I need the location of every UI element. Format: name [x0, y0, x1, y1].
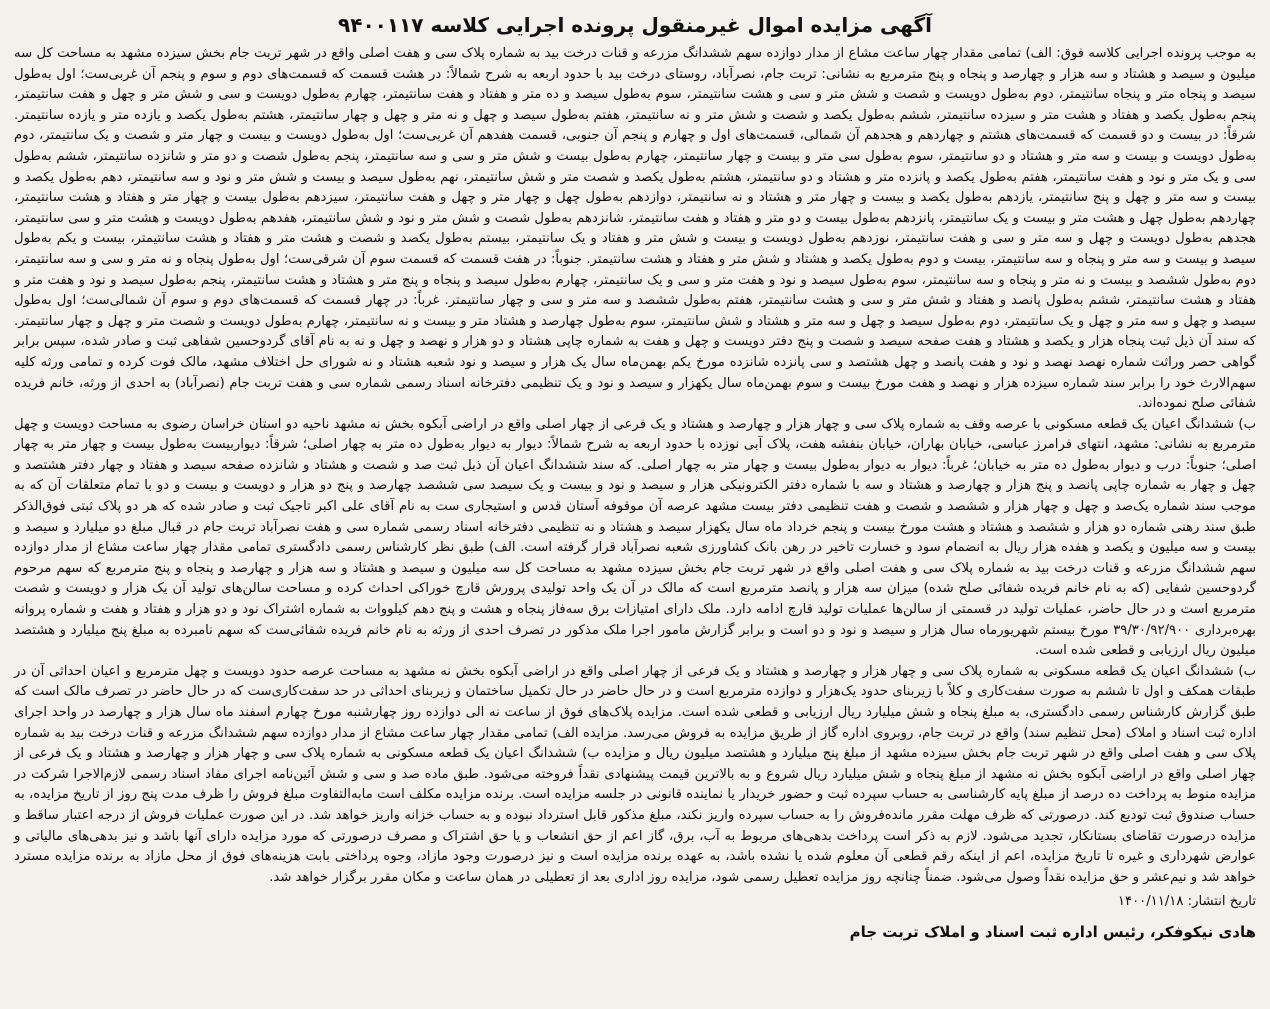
notice-title: آگهی مزایده اموال غیرمنقول پرونده اجرایی کلاسه ۹۴۰۰۱۱۷ [338, 13, 932, 37]
notice-paragraph-be: ب) ششدانگ اعیان یک قطعه مسکونی با عرصه وقف به شماره پلاک سی و چهار هزار و چهارصد و هشتاد و یک فرعی از چهار اصلی واقع در اراضی آبکوه بخش نه مشهد ناحیه دو استان خراسان رضوی به مساحت دویست و چهل مترمربع به نشانی: مشهد، انتهای فرامرز عباسی، خیابان بهاران، خیابان بنفشه هفت، پلاک آبی نوزده با حدود اربعه به شرح شمالاً: دیوار به دیوار به‌طول ده متر به چهار اصلی؛ شرقاً: دیواربیست به‌طول بیست و چهار متر به چهار اصلی؛ جنوباً: درب و دیوار به‌طول ده متر به خیابان؛ غرباً: دیوار به دیوار به‌طول بیست و چهار متر به چهار اصلی. که سند ششدانگ اعیان آن ذیل ثبت صد و شصت و هشتاد و شانزده صفحه سیصد و هفتاد و چهار دفتر هشتصد و چهل و چهار به شماره چاپی پانصد و پنج هزار و چهارصد و هشتاد و سه با شماره دفتر الکترونیکی هزار و سیصد و نود و بیست و یک سیصد سی ششصد چهارصد و پنج دو هزار و دویست و بیست و دو با تمام متعلقات آن که به موجب سند شماره یک‌صد و چهل و چهار هزار و ششصد و شصت و هفت تنظیمی دفتر بیست مشهد عرصه آن موقوفه آستان قدس و استیجاری ست به نام آقای علی اکبر تاجیک ثبت و صادر شده که هر دو پلاک ثبتی فوق‌الذکر طبق سند رهنی شماره دو هزار و ششصد و هشتاد و هشت مورخ بیست و پنجم خرداد ماه سال یکهزار سیصد و هشتاد و نه تنظیمی دفترخانه اسناد رسمی شماره سی و هفت نصرآباد تربت جام در قبال مبلغ دو میلیارد و سیصد و بیست و سه میلیون و یکصد و هفده هزار ریال به انضمام سود و خسارت تاخیر در رهن بانک کشاورزی شعبه نصرآباد قرار گرفته است. الف) طبق نظر کارشناس رسمی دادگستری تمامی مقدار چهار ساعت مشاع از مدار دوازده سهم ششدانگ مزرعه و قنات درخت بید به شماره پلاک سی و هفت اصلی واقع در شهر تربت جام بخش سیزده مشهد به مساحت کل سه میلیون و سیصد و هشتاد و سه هزار و چهارصد و پنجاه و پنج مترمربع که سهم مرحوم گردوحسین شفایی (که به نام خانم فریده شفائی صلح شده) میزان سه هزار و پانصد مترمربع است که مالک در آن یک واحد تولیدی پرورش قارچ خوراکی احداث کرده و مساحت سالن‌های تولید آن یک هزار و دویست و شصت مترمربع است و در حال حاضر، عملیات تولید در قسمتی از سالن‌ها عملیات تولید قارچ ادامه دارد. ملک دارای امتیازات برق سه‌فاز پنجاه و هشت و پنج دهم کیلووات به شماره اشتراک نود و دو هزار و هفتاد و هفت و شماره پروانه بهره‌برداری ۳۹/۳۰/۹۲/۹۰۰ مورخ بیستم شهریورماه سال هزار و سیصد و نود و دو است و برابر گزارش مامور اجرا ملک مذکور در تصرف احدی از ورثه به نام خانم فریده شفائی‌ست که سهم نامبرده به مبلغ پنج میلیارد و هشتصد میلیون ریال ارزیابی و قطعی شده است. [14, 416, 1256, 659]
publication-date: تاریخ انتشار: ۱۴۰۰/۱۱/۱۸ [1117, 894, 1256, 910]
notice-body [14, 44, 1256, 888]
signature: هادی نیکوفکر، رئیس اداره ثبت اسناد و املاک تربت جام [849, 923, 1256, 942]
notice-paragraph-auction: ب) ششدانگ اعیان یک قطعه مسکونی به شماره پلاک سی و چهار هزار و چهارصد و هشتاد و یک فرعی از چهار اصلی واقع در اراضی آبکوه بخش نه مشهد به مساحت عرصه حدود دویست و چهل مترمربع و اعیان احداثی آن در طبقات همکف و اول تا ششم به صورت سفت‌کاری و کلاً با زیربنای حدود یک‌هزار و دوازده مترمربع است و در حال حاضر در حال تکمیل ساختمان و زیربنای احداثی در حد سفت‌کاری‌ست که در حال حاضر در تصرف مالک است که طبق گزارش کارشناس رسمی دادگستری، به مبلغ پنجاه و شش میلیارد ریال ارزیابی و قطعی شده است. مزایده پلاک‌های فوق از ساعت نه الی دوازده روز چهارشنبه مورخ چهارم اسفند ماه سال هزار و چهارصد در واحد اجرای اداره ثبت اسناد و املاک (محل تنظیم سند) واقع در تربت جام، روبروی اداره گاز از طریق مزایده به فروش می‌رسد. مزایده الف) تمامی مقدار چهار ساعت مشاع از مدار دوازده سهم ششدانگ مزرعه و قنات درخت بید به شماره پلاک سی و هفت اصلی واقع در شهر تربت جام بخش سیزده مشهد از مبلغ پنج میلیارد و هشتصد میلیون ریال و مزایده ب) ششدانگ اعیان یک قطعه مسکونی به شماره پلاک سی و چهار هزار و چهارصد و هشتاد و یک فرعی از چهار اصلی واقع در اراضی آبکوه بخش نه مشهد از مبلغ پنجاه و شش میلیارد ریال شروع و به بالاترین قیمت پیشنهادی نقداً فروخته می‌شود. طبق ماده صد و سی و شش آئین‌نامه اجرای مفاد اسناد رسمی لازم‌الاجرا شرکت در مزایده منوط به پرداخت ده درصد از مبلغ پایه کارشناسی به حساب سپرده ثبت و حضور خریدار یا نماینده قانونی در جلسه مزایده است. برنده مزایده مکلف است مابه‌التفاوت مبلغ فروش را ظرف مدت پنج روز از تاریخ مزایده، به حساب صندوق ثبت تودیع کند. درصورتی که ظرف مهلت مقرر مانده‌فروش را به حساب سپرده واریز نکند، مبلغ مذکور قابل استرداد نبوده و به حساب خزانه واریز خواهد شد. در این صورت عملیات فروش از درجه اعتبار ساقط و مزایده درصورت تقاضای بستانکار، تجدید می‌شود. لازم به ذکر است پرداخت بدهی‌های مربوط به آب، برق، گاز اعم از حق انشعاب و یا حق اشتراک و مصرف درصورتی که مورد مزایده دارای آنها باشد و نیز بدهی‌های مالیاتی و عوارض شهرداری و غیره تا تاریخ مزایده، اعم از اینکه رقم قطعی آن معلوم شده یا نشده باشد، به عهده برنده مزایده است و نیز درصورت وجود مازاد، وجوه پرداختی بابت هزینه‌های فوق از محل مازاد به برنده مزایده مسترد خواهد شد و نیم‌عشر و حق مزایده نقداً وصول می‌شود. ضمناً چنانچه روز مزایده تعطیل رسمی شود، مزایده روز اداری بعد از تعطیلی در همان ساعت و مکان مقرر برگزار خواهد شد. [14, 663, 1256, 885]
notice-paragraph-alef: به موجب پرونده اجرایی کلاسه فوق: الف) تمامی مقدار چهار ساعت مشاع از مدار دوازده سهم ششدانگ مزرعه و قنات درخت بید به شماره پلاک سی و هفت اصلی واقع در شهر تربت جام بخش سیزده مشهد به مساحت کل سه میلیون و سیصد و هشتاد و سه هزار و چهارصد و پنجاه و پنج مترمربع به نشانی: تربت جام، نصرآباد، روستای درخت بید با حدود اربعه به شرح شمالاً: در هشت قسمت که قسمت‌های دوم و سوم و پنجم آن غربی‌ست؛ اول به‌طول سیصد و پنجاه متر و پنجاه سانتیمتر، دوم به‌طول دویست و شصت و شش متر و سی و هشت سانتیمتر، سوم به‌طول سیصد و ده متر و هفتاد و هفت سانتیمتر، چهارم به‌طول دویست و سی و شش متر و چهل و هفت سانتیمتر، پنجم به‌طول یکصد و هفتاد و هشت متر و سیزده سانتیمتر، ششم به‌طول یکصد و شصت و شش متر و نه سانتیمتر، هفتم به‌طول سیصد و چهل و نه متر و چهل و چهار سانتیمتر، هشتم به‌طول یکصد و یازده متر و یازده سانتیمتر. شرقاً: در بیست و دو قسمت که قسمت‌های هشتم و چهاردهم و هجدهم آن شمالی، قسمت‌های اول و چهارم و پنجم آن جنوبی، قسمت هفدهم آن غربی‌ست؛ اول به‌طول دویست و بیست و چهار متر و شصت و یک سانتیمتر، دوم به‌طول دویست و بیست و سه متر و هشتاد و دو سانتیمتر، سوم به‌طول سی متر و بیست و چهار سانتیمتر، چهارم به‌طول بیست و شش متر و سی و سه سانتیمتر، پنجم به‌طول شصت و دو متر و شانزده سانتیمتر، ششم به‌طول سی و یک متر و نود و هفت سانتیمتر، هفتم به‌طول یکصد و پانزده متر و هشتاد و دو سانتیمتر، هشتم به‌طول یکصد و شصت متر و شش سانتیمتر، نهم به‌طول سیصد و بیست و شش متر و نود و سه سانتیمتر، دهم به‌طول یکصد و بیست و سه متر و چهل و پنج سانتیمتر، یازدهم به‌طول یکصد و بیست و چهار متر و هشتاد و نه سانتیمتر، دوازدهم به‌طول چهل و چهار متر و چهل و هفت سانتیمتر، سیزدهم به‌طول بیست و چهار متر و هفتاد و هشت سانتیمتر، چهاردهم به‌طول چهل و هشت متر و بیست و یک سانتیمتر، پانزدهم به‌طول بیست و دو متر و هفتاد و هفت سانتیمتر، شانزدهم به‌طول شصت و شش متر و نود و شش سانتیمتر، هفدهم به‌طول دویست و هشت متر و سی سانتیمتر، هجدهم به‌طول دویست و چهل و سه متر و سی و هفت سانتیمتر، نوزدهم به‌طول دویست و بیست و شش متر و هفتاد و یک سانتیمتر، بیستم به‌طول یکصد و شصت و هشت متر و هفتاد و هشت سانتیمتر، بیست و یکم به‌طول سیصد و بیست و سه متر و پنجاه و سه سانتیمتر، بیست و دوم به‌طول یکصد و هشتاد و شش متر و هفتاد و هشت سانتیمتر. جنوباً: در هفت قسمت که قسمت سوم آن شرقی‌ست؛ اول به‌طول پنجاه و نه متر و سی و سه سانتیمتر، دوم به‌طول ششصد و بیست و نه متر و پنجاه و سه سانتیمتر، سوم به‌طول سیصد و نود و هفت متر و سی و یک سانتیمتر، چهارم به‌طول سیصد و پنجاه و پنج متر و هشتاد و هشت سانتیمتر، پنجم به‌طول سیصد و نود و هفت متر و هفتاد و هشت سانتیمتر، ششم به‌طول پانصد و هفتاد و شش متر و سی و هشت سانتیمتر، هفتم به‌طول ششصد و سه متر و سی و چهار سانتیمتر. غرباً: در چهار قسمت که قسمت‌های دوم و سوم آن شمالی‌ست؛ اول به‌طول سیصد و چهل و سه متر و چهل و یک سانتیمتر، دوم به‌طول سیصد و چهل و سه متر و هشتاد و شش سانتیمتر، سوم به‌طول چهارصد و هشتاد متر و بیست و نه سانتیمتر، چهارم به‌طول دویست و شصت متر و چهل و چهار سانتیمتر. که سند آن ذیل ثبت پنجاه هزار و یکصد و هشتاد و هفت صفحه سیصد و شصت و پنج دفتر دویست و چهل و هفت به شماره چاپی هشتاد و دو هزار و نهصد و چهل و نه به نام آقای گردوحسین شفاهی ثبت و صادر شده، سپس برابر گواهی حصر وراثت شماره نهصد نهصد و نود و هفت پانصد و چهل هشتصد و سی پانزده شانزده مورخ یکم بهمن‌ماه سال یک هزار و سیصد و نود شعبه هشتاد و نه شورای حل اختلاف مشهد، مالک فوت کرده و تمامی ورثه کلیه سهم‌الارث خود را برابر سند شماره سیزده هزار و نهصد و هفت مورخ بیست و سوم بهمن‌ماه سال یکهزار و سیصد و نود و یک تنظیمی دفترخانه اسناد رسمی شماره سی و هفت تربت جام (نصرآباد) به احدی از ورثه، خانم فریده شفائی صلح نموده‌اند. [14, 46, 1256, 412]
notice-footer [14, 892, 1256, 944]
